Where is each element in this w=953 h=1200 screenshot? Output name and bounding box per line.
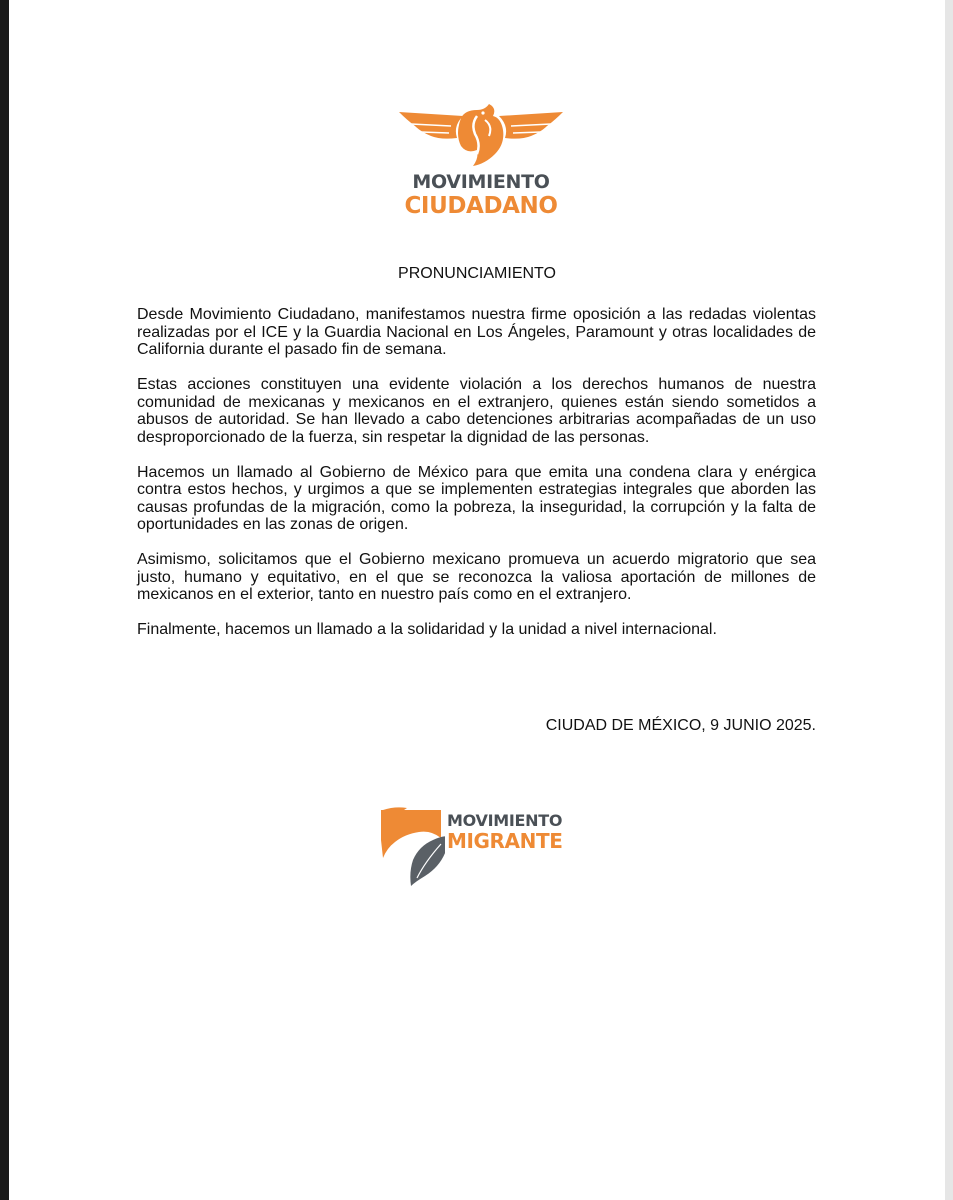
movimiento-migrante-logo bbox=[371, 802, 591, 892]
logo-text-movimiento: MOVIMIENTO bbox=[412, 171, 550, 193]
logo-text-migrante: MIGRANTE bbox=[447, 829, 563, 853]
movimiento-ciudadano-logo bbox=[381, 104, 581, 224]
eagle-icon bbox=[381, 104, 581, 170]
paragraph-3: Hacemos un llamado al Gobierno de México para que emita una condena clara y enérgica contra estos hechos, y urgimos a que se implementen estrategias integrales que aborden las causas profundas de la migración, como la pobreza, la inseguridad, la corrupción y la falta de oportunidades en las zonas de origen. bbox=[137, 463, 816, 533]
paragraph-1: Desde Movimiento Ciudadano, manifestamos nuestra firme oposición a las redadas violentas realizadas por el ICE y la Guardia Nacional en Los Ángeles, Paramount y otras localidades de California durante el pasado fin de semana. bbox=[137, 306, 816, 358]
paragraph-4: Asimismo, solicitamos que el Gobierno mexicano promueva un acuerdo migratorio que sea justo, humano y equitativo, en el que se reconozca la valiosa aportación de millones de mexicanos en el exterior, tanto en nuestro país como en el extranjero. bbox=[137, 551, 816, 603]
migrant-eagle-icon bbox=[371, 802, 445, 888]
dateline: CIUDAD DE MÉXICO, 9 JUNIO 2025. bbox=[545, 717, 816, 734]
paragraph-2: Estas acciones constituyen una evidente violación a los derechos humanos de nuestra comunidad de mexicanas y mexicanos en el extranjero, quienes están siendo sometidos a abusos de autoridad. Se han llevado a cabo detenciones arbitrarias acompañadas de un uso desproporcionado de la fuerza, sin respetar la dignidad de las personas. bbox=[137, 376, 816, 446]
document-body bbox=[137, 306, 816, 656]
document-page bbox=[9, 0, 945, 1200]
logo-text-ciudadano: CIUDADANO bbox=[404, 193, 558, 219]
paragraph-5: Finalmente, hacemos un llamado a la solidaridad y la unidad a nivel internacional. bbox=[137, 621, 717, 638]
page-edge bbox=[945, 0, 953, 1200]
document-title: PRONUNCIAMIENTO bbox=[398, 265, 556, 282]
logo-text-movimiento: MOVIMIENTO bbox=[447, 811, 563, 830]
